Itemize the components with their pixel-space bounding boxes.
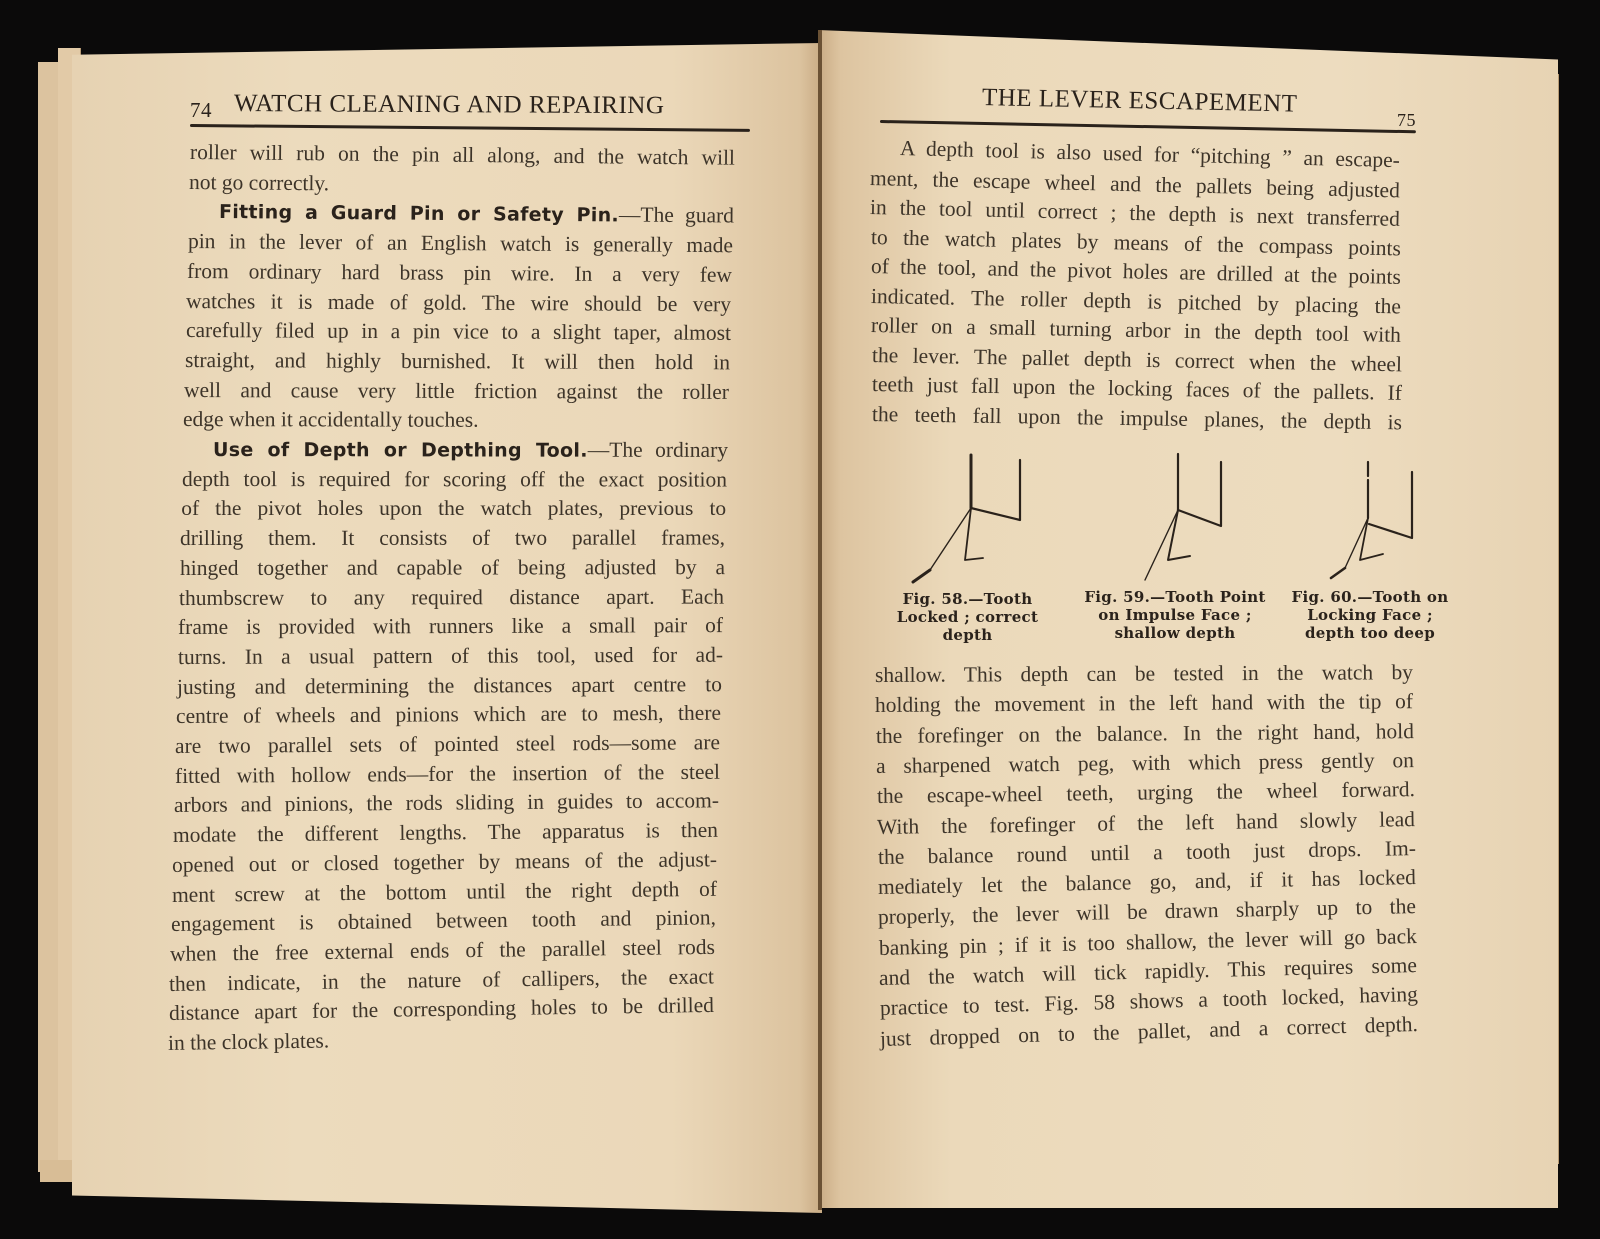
line-text: distance apart for the corresponding holes to be drilled	[168, 993, 714, 1026]
text-line	[189, 169, 734, 199]
line-text: in the clock plates.	[167, 1028, 330, 1055]
figure-60-caption	[1290, 588, 1450, 642]
tooth-locked-diagram	[905, 450, 1035, 590]
line-text: fitted with hollow ends—for the insertion of the steel	[174, 759, 720, 788]
line-text: turns. In a usual pattern of this tool, used for ad-	[177, 642, 723, 669]
tooth-impulse-face-diagram	[1135, 450, 1265, 590]
right-running-head: THE LEVER ESCAPEMENT	[981, 84, 1298, 118]
line-text: engagement is obtained between tooth and pinion,	[170, 905, 717, 937]
fig-59-line-3: shallow depth	[1114, 624, 1236, 642]
line-text: practice to test. Fig. 58 shows a tooth locked, having	[879, 982, 1418, 1021]
text-line	[186, 258, 733, 287]
left-running-head: WATCH CLEANING AND REPAIRING	[233, 90, 665, 120]
line-text: the balance round until a tooth just drops. Im-	[877, 835, 1416, 869]
line-text: to the watch plates by means of the compass points	[870, 224, 1401, 260]
fig-58-line-2: Locked ; correct	[896, 608, 1039, 626]
text-line	[181, 466, 727, 492]
line-text: drilling them. It consists of two parallel frames,	[180, 525, 726, 551]
text-line	[875, 718, 1414, 748]
line-text: the forefinger on the balance. In the right hand, hold	[875, 718, 1414, 748]
line-text: of the pivot holes upon the watch plates, previous to	[181, 496, 727, 521]
fig-58-line-1: Fig. 58.—Tooth	[902, 590, 1033, 608]
line-text: in the tool until correct ; the depth is next transferred	[870, 195, 1401, 231]
text-line	[875, 662, 1413, 686]
line-text: —The ordinary	[587, 437, 728, 462]
text-line	[179, 586, 724, 609]
text-line	[188, 231, 733, 257]
line-text: mediately let the balance go, and, if it has locked	[877, 865, 1417, 900]
line-text: shallow. This depth can be tested in the watch by	[874, 660, 1414, 687]
text-line	[184, 347, 730, 375]
text-line	[180, 525, 726, 551]
fig-59-line-1: Fig. 59.—Tooth Point	[1084, 588, 1266, 606]
fig-60-line-2: Locking Face ;	[1307, 606, 1433, 624]
text-line	[183, 409, 728, 432]
line-text: opened out or closed together by means of the adjust-	[172, 847, 718, 877]
line-text: justing and determining the distances apart centre to	[176, 671, 722, 699]
line-text: frame is provided with runners like a small pair of	[178, 613, 724, 640]
text-line	[179, 554, 725, 580]
text-line	[176, 671, 722, 699]
line-text: banking pin ; if it is too shallow, the lever will go back	[878, 923, 1417, 960]
line-text: not go correctly.	[189, 169, 330, 196]
line-text: holding the movement in the left hand with the tip of	[875, 689, 1414, 718]
line-text: watches it is made of gold. The wire should be very	[186, 288, 732, 316]
line-text: edge when it accidentally touches.	[183, 407, 479, 433]
line-text: teeth just fall upon the locking faces of the pallets. If	[871, 372, 1402, 405]
line-text: centre of wheels and pinions which are to mesh, there	[175, 700, 722, 729]
text-line	[175, 732, 720, 757]
left-page-number: 74	[190, 98, 212, 122]
line-text: roller on a small turning arbor in the depth tool with	[871, 313, 1402, 347]
text-line	[173, 788, 719, 818]
line-text: the escape-wheel teeth, urging the wheel forward.	[876, 777, 1415, 809]
line-text: the teeth fall upon the impulse planes, the depth is	[871, 401, 1403, 434]
line-text: ment screw at the bottom until the right depth of	[171, 876, 717, 907]
line-text: a sharpened watch peg, with which press gently on	[876, 748, 1415, 778]
line-text: indicated. The roller depth is pitched by placing the	[870, 283, 1402, 318]
text-line	[875, 691, 1413, 716]
line-text: well and cause very little friction against the roller	[184, 377, 730, 404]
line-text: of the tool, and the pivot holes are drilled at the points	[870, 254, 1402, 289]
line-text: straight, and highly burnished. It will then hold in	[184, 347, 730, 375]
line-text: and the watch will tick rapidly. This requires some	[878, 953, 1418, 990]
line-text: arbors and pinions, the rods sliding in guides to accom-	[173, 788, 719, 818]
fig-60-line-3: depth too deep	[1304, 624, 1435, 642]
fig-58-line-3: depth	[942, 626, 993, 644]
fig-59-line-2: on Impulse Face ;	[1098, 606, 1252, 624]
section-heading: Use of Depth or Depthing Tool.	[212, 439, 588, 462]
line-text: carefully filed up in a pin vice to a slight taper, almost	[185, 318, 731, 346]
line-text: hinged together and capable of being adjusted by a	[179, 554, 725, 580]
text-line	[213, 439, 728, 461]
line-text: the lever. The pallet depth is correct when the wheel	[871, 342, 1402, 376]
line-text: A depth tool is also used for “pitching ” an escape-	[899, 136, 1401, 173]
line-text: —The guard	[618, 202, 734, 228]
figure-59-caption	[1075, 588, 1275, 642]
text-line	[177, 642, 723, 669]
line-text: roller will rub on the pin all along, and the watch will	[189, 140, 736, 170]
line-text: thumbscrew to any required distance apart. Each	[178, 584, 725, 610]
tooth-locking-face-diagram	[1325, 450, 1455, 590]
text-line	[186, 320, 731, 344]
line-text: when the free external ends of the parallel steel rods	[170, 934, 716, 966]
section-heading: Fitting a Guard Pin or Safety Pin.	[218, 201, 619, 227]
line-text: properly, the lever will be drawn sharply up to the	[878, 894, 1417, 930]
book-gutter	[818, 30, 822, 1210]
line-text: from ordinary hard brass pin wire. In a very few	[186, 258, 733, 287]
figure-58-caption	[880, 590, 1055, 644]
line-text: pin in the lever of an English watch is generally made	[187, 229, 733, 258]
right-page-number: 75	[1397, 110, 1416, 130]
text-line	[175, 761, 720, 787]
line-text: then indicate, in the nature of callipers, the exact	[169, 963, 715, 996]
text-line	[181, 498, 726, 520]
text-line	[184, 377, 730, 404]
text-line	[175, 700, 722, 729]
line-text: depth tool is required for scoring off the exact position	[181, 466, 727, 492]
text-line	[178, 615, 723, 638]
line-text: are two parallel sets of pointed steel rods—some are	[175, 730, 721, 758]
line-text: With the forefinger of the left hand slowly lead	[876, 806, 1416, 839]
fig-60-line-1: Fig. 60.—Tooth on	[1291, 588, 1449, 606]
text-line	[186, 288, 732, 316]
line-text: just dropped on to the pallet, and a correct depth.	[879, 1011, 1419, 1051]
line-text: modate the different lengths. The apparatus is then	[173, 817, 719, 848]
line-text: ment, the escape wheel and the pallets being adjusted	[869, 165, 1401, 202]
text-line	[218, 201, 733, 227]
